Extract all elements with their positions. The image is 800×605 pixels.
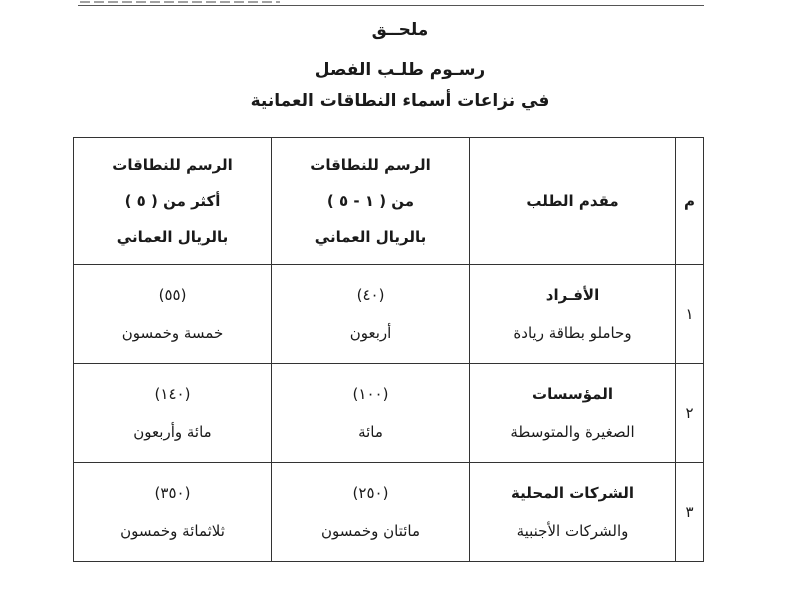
header-fee-1-5-line: الرسم للنطاقات — [310, 156, 431, 174]
table-header-row — [74, 138, 704, 265]
header-fee-over-5-line: الرسم للنطاقات — [112, 156, 233, 174]
table-row — [74, 463, 704, 562]
applicant-name: الشركات المحلية — [510, 484, 634, 502]
fees-table — [73, 137, 704, 562]
row-applicant — [470, 463, 676, 562]
header-fee-1-5-line: من ( ١ - ٥ ) — [326, 192, 415, 210]
fee-number: (٣٥٠) — [154, 484, 191, 502]
fee-words: مائة — [358, 423, 383, 441]
applicant-detail: والشركات الأجنبية — [516, 522, 629, 540]
domain-disputes-title: في نزاعات أسماء النطاقات العمانية — [250, 91, 550, 111]
row-num: ٣ — [676, 463, 704, 562]
applicant-name: المؤسسات — [532, 385, 613, 403]
fee-words: مائتان وخمسون — [321, 522, 420, 540]
applicant-detail: الصغيرة والمتوسطة — [510, 423, 635, 441]
fee-number: (١٤٠) — [154, 385, 191, 403]
header-fee-1-5 — [272, 138, 470, 265]
header-fee-1-5-line: بالريال العماني — [314, 228, 427, 246]
row-fee-1-5 — [272, 265, 470, 364]
table-row — [74, 364, 704, 463]
header-applicant: مقدم الطلب — [470, 138, 676, 265]
fee-words: ثلاثمائة وخمسون — [120, 522, 225, 540]
row-fee-over-5 — [74, 265, 272, 364]
fee-words: خمسة وخمسون — [121, 324, 224, 342]
header-num: م — [676, 138, 704, 265]
applicant-name: الأفـراد — [545, 286, 600, 304]
fees-title: رسـوم طلـب الفصل — [314, 60, 486, 80]
annex-title: ملحــق — [371, 20, 429, 40]
fee-number: (١٠٠) — [352, 385, 389, 403]
top-rule — [78, 5, 704, 6]
row-applicant — [470, 265, 676, 364]
row-applicant — [470, 364, 676, 463]
fee-words: أربعون — [349, 324, 392, 342]
row-fee-over-5 — [74, 364, 272, 463]
applicant-detail: وحاملو بطاقة ريادة — [513, 324, 632, 342]
row-fee-1-5 — [272, 463, 470, 562]
fee-number: (٥٥) — [158, 286, 187, 304]
row-fee-1-5 — [272, 364, 470, 463]
fee-number: (٤٠) — [356, 286, 385, 304]
table-row — [74, 265, 704, 364]
row-num: ٢ — [676, 364, 704, 463]
fee-number: (٢٥٠) — [352, 484, 389, 502]
row-fee-over-5 — [74, 463, 272, 562]
cropped-previous-text — [80, 0, 280, 4]
fee-words: مائة وأربعون — [133, 423, 212, 441]
header-fee-over-5-line: أكثر من ( ٥ ) — [124, 192, 221, 210]
header-fee-over-5 — [74, 138, 272, 265]
header-fee-over-5-line: بالريال العماني — [116, 228, 229, 246]
row-num: ١ — [676, 265, 704, 364]
